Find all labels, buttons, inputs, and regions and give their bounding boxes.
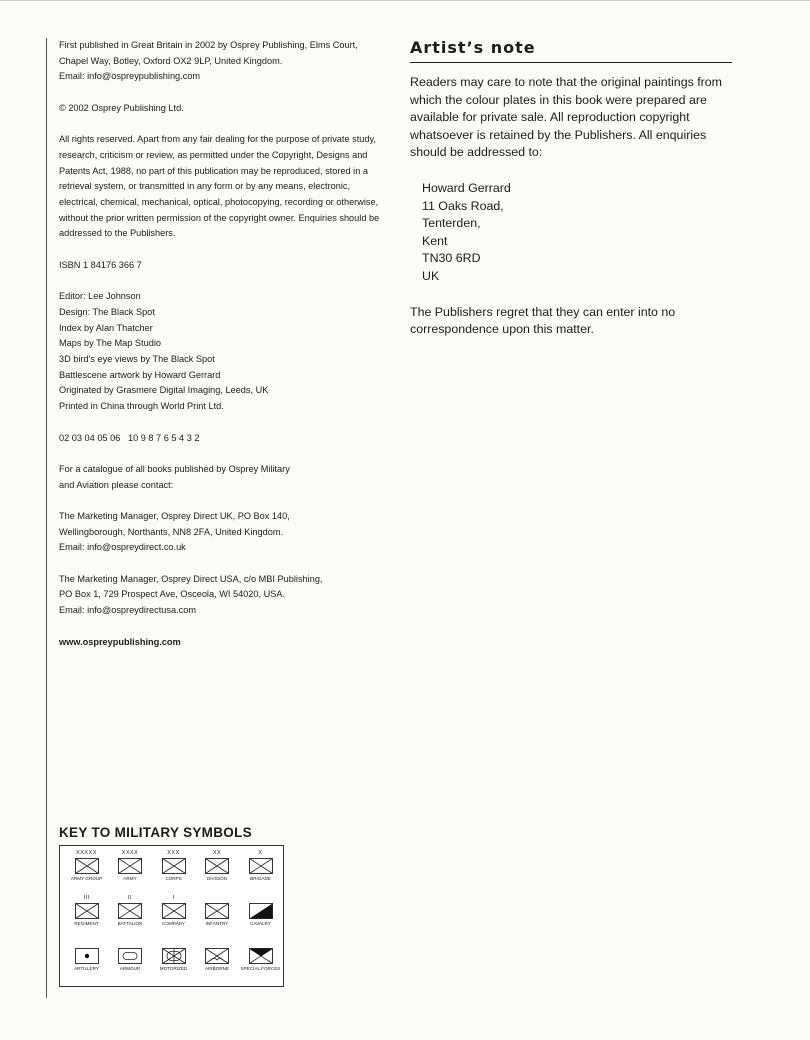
echelon-mark <box>197 939 238 948</box>
copyright-notice: © 2002 Osprey Publishing Ltd. <box>59 102 184 113</box>
symbol-label: COMPANY <box>162 921 185 926</box>
special-forces-symbol-icon <box>249 948 273 964</box>
division-symbol-icon <box>205 858 229 874</box>
brigade-symbol-icon <box>249 858 273 874</box>
echelon-mark: I <box>172 895 175 901</box>
symbol-special-forces <box>240 939 281 972</box>
artists-note-column <box>410 38 732 339</box>
key-title: KEY TO MILITARY SYMBOLS <box>59 825 252 840</box>
artist-address: Howard Gerrard 11 Oaks Road, Tenterden, Kent TN30 6RD UK <box>422 180 511 283</box>
symbol-army <box>110 849 151 882</box>
website-link[interactable]: www.ospreypublishing.com <box>59 636 181 647</box>
catalogue-info: For a catalogue of all books published by Osprey Military and Aviation please contact: <box>59 463 290 490</box>
infantry-symbol-icon <box>205 903 229 919</box>
echelon-mark: X <box>258 850 263 856</box>
symbol-label: ARMY <box>123 876 137 881</box>
symbol-army-group <box>66 849 107 882</box>
motorized-symbol-icon <box>162 948 186 964</box>
symbol-label: MOTORIZED <box>159 966 188 971</box>
echelon-mark <box>197 894 238 903</box>
symbol-label: BATTALION <box>117 921 143 926</box>
symbol-battalion <box>110 894 151 927</box>
symbol-label: BRIGADE <box>250 876 271 881</box>
military-symbols-key <box>59 845 284 987</box>
echelon-mark: III <box>83 895 90 901</box>
army-symbol-icon <box>118 858 142 874</box>
imprint-column <box>59 38 389 666</box>
cavalry-symbol-icon <box>249 903 273 919</box>
armour-symbol-icon <box>118 948 142 964</box>
company-symbol-icon <box>162 903 186 919</box>
symbol-infantry <box>197 894 238 927</box>
echelon-mark <box>110 939 151 948</box>
margin-rule <box>46 38 47 998</box>
artists-note-title: Artist’s note <box>410 38 732 63</box>
isbn: ISBN 1 84176 366 7 <box>59 259 142 270</box>
usa-contact: The Marketing Manager, Osprey Direct USA, c/o MBI Publishing, PO Box 1, 729 Prospect Ave, Osceola, WI 54020, USA. Email: info@ospreydirectusa.com <box>59 573 323 616</box>
top-border <box>0 0 810 1</box>
echelon-mark: XX <box>212 850 222 856</box>
symbol-label: SPECIAL FORCES <box>240 966 281 971</box>
battalion-symbol-icon <box>118 903 142 919</box>
symbol-regiment <box>66 894 107 927</box>
symbol-label: REGIMENT <box>74 921 99 926</box>
print-line: 02 03 04 05 06 10 9 8 7 6 5 4 3 2 <box>59 432 200 443</box>
symbol-motorized <box>153 939 194 972</box>
echelon-mark <box>240 894 281 903</box>
symbol-brigade <box>240 849 281 882</box>
echelon-mark: XXXXX <box>76 850 97 856</box>
artillery-symbol-icon <box>75 948 99 964</box>
symbol-artillery <box>66 939 107 972</box>
publishers-regret: The Publishers regret that they can enter into no correspondence upon this matter. <box>410 304 676 337</box>
symbol-label: ARTILLERY <box>74 966 99 971</box>
echelon-mark: XXXX <box>121 850 139 856</box>
symbol-label: AIRBORNE <box>205 966 229 971</box>
symbol-cavalry <box>240 894 281 927</box>
symbol-armour <box>110 939 151 972</box>
symbol-label: DIVISION <box>206 876 228 881</box>
rights-statement: All rights reserved. Apart from any fair dealing for the purpose of private study, research, criticism or review, as permitted under the Copyright, Designs and Patents Act, 1988, no part of this publication may be reproduced, stored in a retrieval system, or transmitted in any form or by any means, electronic, electrical, chemical, mechanical, optical, photocopying, recording or otherwise, without the prior written permission of the copyright owner. Enquiries should be addressed to the Publishers. <box>59 134 380 239</box>
echelon-mark <box>240 939 281 948</box>
regiment-symbol-icon <box>75 903 99 919</box>
echelon-mark: II <box>127 895 133 901</box>
echelon-mark <box>153 939 194 948</box>
uk-contact: The Marketing Manager, Osprey Direct UK, PO Box 140, Wellingborough, Northants, NN8 2FA, United Kingdom. Email: info@ospreydirect.co.uk <box>59 510 290 553</box>
echelon-mark <box>66 939 107 948</box>
corps-symbol-icon <box>162 858 186 874</box>
symbol-company <box>153 894 194 927</box>
credits: Editor: Lee Johnson Design: The Black Spot Index by Alan Thatcher Maps by The Map Studio 3D bird's eye views by The Black Spot Battlescene artwork by Howard Gerrard Originated by Grasmere Digital Imaging, Leeds, UK Printed in China through World Print Ltd. <box>59 291 269 412</box>
symbol-label: ARMY GROUP <box>70 876 103 881</box>
artists-note-body: Readers may care to note that the original paintings from which the colour plates in this book were prepared are available for private sale. All reproduction copyright whatsoever is retained by the Publishers. All enquiries should be addressed to: <box>410 75 722 160</box>
symbol-label: CAVALRY <box>250 921 271 926</box>
airborne-symbol-icon <box>205 948 229 964</box>
symbol-label: CORPS <box>165 876 182 881</box>
symbol-airborne <box>197 939 238 972</box>
symbol-division <box>197 849 238 882</box>
army-group-symbol-icon <box>75 858 99 874</box>
symbol-label: INFANTRY <box>205 921 229 926</box>
symbol-corps <box>153 849 194 882</box>
publication-info: First published in Great Britain in 2002 by Osprey Publishing, Elms Court, Chapel Way, Botley, Oxford OX2 9LP, United Kingdom. Email: info@ospreypublishing.com <box>59 40 358 82</box>
symbol-label: ARMOUR <box>119 966 141 971</box>
echelon-mark: XXX <box>167 850 180 856</box>
